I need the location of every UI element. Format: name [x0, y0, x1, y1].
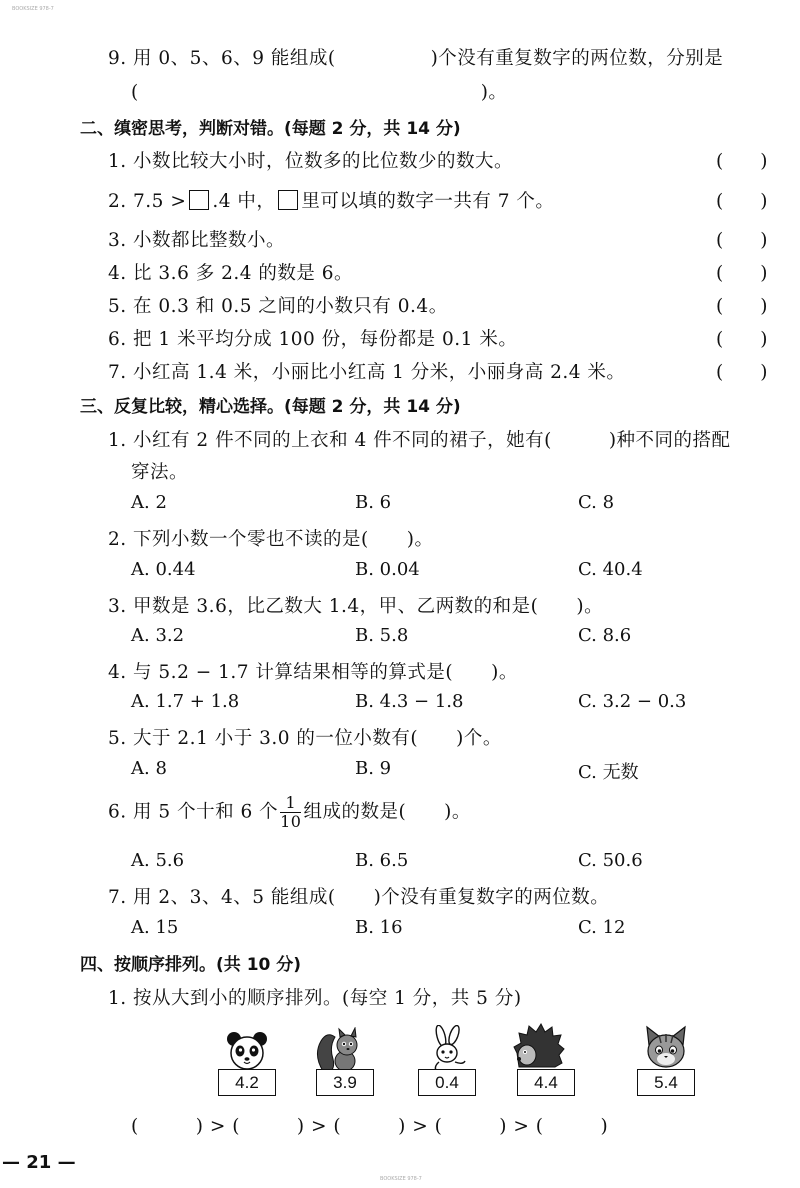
- blank-box[interactable]: [189, 190, 209, 210]
- s2-item-3: 3. 小数都比整数小。: [108, 230, 286, 251]
- s3-q4-option-b[interactable]: B. 4.3 − 1.8: [355, 691, 464, 712]
- blank-box: [278, 190, 298, 210]
- fraction-numerator: 1: [280, 794, 301, 813]
- rabbit-icon: [425, 1025, 471, 1073]
- squirrel-icon: [315, 1027, 365, 1073]
- cat-icon: [643, 1025, 689, 1071]
- number-card-hedgehog: 4.4: [517, 1069, 575, 1096]
- number-card-cat: 5.4: [637, 1069, 695, 1096]
- s3-q3-option-b[interactable]: B. 5.8: [355, 625, 409, 646]
- s3-q2-option-b[interactable]: B. 0.04: [355, 559, 420, 580]
- number-card-squirrel: 3.9: [316, 1069, 374, 1096]
- s2-item-5: 5. 在 0.3 和 0.5 之间的小数只有 0.4。: [108, 296, 448, 317]
- s3-q7-stem: 7. 用 2、3、4、5 能组成( )个没有重复数字的两位数。: [108, 887, 610, 908]
- s3-q6-stem: [108, 794, 471, 831]
- hedgehog-icon: [513, 1023, 565, 1071]
- s2-item-6: 6. 把 1 米平均分成 100 份，每份都是 0.1 米。: [108, 329, 518, 350]
- s3-q1-line2: 穿法。: [131, 462, 189, 483]
- s2-item-3-answer[interactable]: ( ): [716, 230, 768, 251]
- s2-item-2: [108, 187, 554, 213]
- s3-q3-option-a[interactable]: A. 3.2: [131, 625, 185, 646]
- ordering-answer-line[interactable]: ( ) > ( ) > ( ) > ( ) > ( ): [131, 1116, 609, 1137]
- s2-item-7-answer[interactable]: ( ): [716, 362, 768, 383]
- footer-mark: BOOKSIZE 978-7: [380, 1176, 422, 1182]
- s3-q1-line1: 1. 小红有 2 件不同的上衣和 4 件不同的裙子，她有( )种不同的搭配: [108, 430, 731, 451]
- s3-q5-option-a[interactable]: A. 8: [131, 758, 167, 779]
- page-number: — 21 —: [2, 1152, 76, 1173]
- s3-q5-option-b[interactable]: B. 9: [355, 758, 392, 779]
- s2-item-5-answer[interactable]: ( ): [716, 296, 768, 317]
- s3-q7-option-a[interactable]: A. 15: [131, 917, 179, 938]
- q9-line1: 9. 用 0、5、6、9 能组成( )个没有重复数字的两位数，分别是: [108, 48, 724, 69]
- s2-item-1-answer[interactable]: ( ): [716, 151, 768, 172]
- s2-item-2-post: 里可以填的数字一共有 7 个。: [301, 191, 555, 212]
- fraction-one-tenth: [280, 794, 301, 831]
- s3-q6-post: 组成的数是( )。: [303, 801, 471, 823]
- s3-q3-option-c[interactable]: C. 8.6: [578, 625, 632, 646]
- number-card-rabbit: 0.4: [418, 1069, 476, 1096]
- s2-item-4-answer[interactable]: ( ): [716, 263, 768, 284]
- q9-line2: ( )。: [131, 82, 508, 103]
- s3-q2-option-c[interactable]: C. 40.4: [578, 559, 643, 580]
- s2-item-6-answer[interactable]: ( ): [716, 329, 768, 350]
- s3-q7-option-b[interactable]: B. 16: [355, 917, 403, 938]
- s3-q5-option-c[interactable]: C. 无数: [578, 762, 639, 783]
- s2-item-7: 7. 小红高 1.4 米，小丽比小红高 1 分米，小丽身高 2.4 米。: [108, 362, 626, 383]
- s3-q4-option-c[interactable]: C. 3.2 − 0.3: [578, 691, 687, 712]
- s4-q1-stem: 1. 按从大到小的顺序排列。(每空 1 分，共 5 分): [108, 988, 522, 1009]
- section2-heading: 二、缜密思考，判断对错。(每题 2 分，共 14 分): [80, 119, 461, 139]
- s2-item-2-pre: 2. 7.5 >: [108, 191, 187, 212]
- s2-item-1: 1. 小数比较大小时，位数多的比位数少的数大。: [108, 151, 514, 172]
- number-card-panda: 4.2: [218, 1069, 276, 1096]
- section3-heading: 三、反复比较，精心选择。(每题 2 分，共 14 分): [80, 397, 461, 417]
- s3-q4-stem: 4. 与 5.2 − 1.7 计算结果相等的算式是( )。: [108, 662, 518, 683]
- s3-q1-option-a[interactable]: A. 2: [131, 492, 167, 513]
- fraction-denominator: 10: [280, 812, 302, 831]
- s2-item-2-answer[interactable]: ( ): [716, 191, 768, 212]
- s3-q2-stem: 2. 下列小数一个零也不读的是( )。: [108, 529, 434, 550]
- s3-q2-option-a[interactable]: A. 0.44: [131, 559, 196, 580]
- s3-q3-stem: 3. 甲数是 3.6，比乙数大 1.4，甲、乙两数的和是( )。: [108, 596, 604, 617]
- panda-icon: [225, 1029, 269, 1073]
- s3-q5-stem: 5. 大于 2.1 小于 3.0 的一位小数有( )个。: [108, 728, 502, 749]
- s2-item-4: 4. 比 3.6 多 2.4 的数是 6。: [108, 263, 354, 284]
- s3-q6-option-a[interactable]: A. 5.6: [131, 850, 185, 871]
- corner-mark: BOOKSIZE 978-7: [12, 6, 54, 12]
- s3-q1-option-b[interactable]: B. 6: [355, 492, 392, 513]
- s3-q7-option-c[interactable]: C. 12: [578, 917, 626, 938]
- section4-heading: 四、按顺序排列。(共 10 分): [80, 955, 302, 975]
- s3-q4-option-a[interactable]: A. 1.7 + 1.8: [131, 691, 240, 712]
- s3-q6-pre: 6. 用 5 个十和 6 个: [108, 801, 279, 823]
- s2-item-2-mid: .4 中，: [212, 191, 276, 212]
- s3-q1-option-c[interactable]: C. 8: [578, 492, 615, 513]
- s3-q6-option-c[interactable]: C. 50.6: [578, 850, 643, 871]
- s3-q6-option-b[interactable]: B. 6.5: [355, 850, 409, 871]
